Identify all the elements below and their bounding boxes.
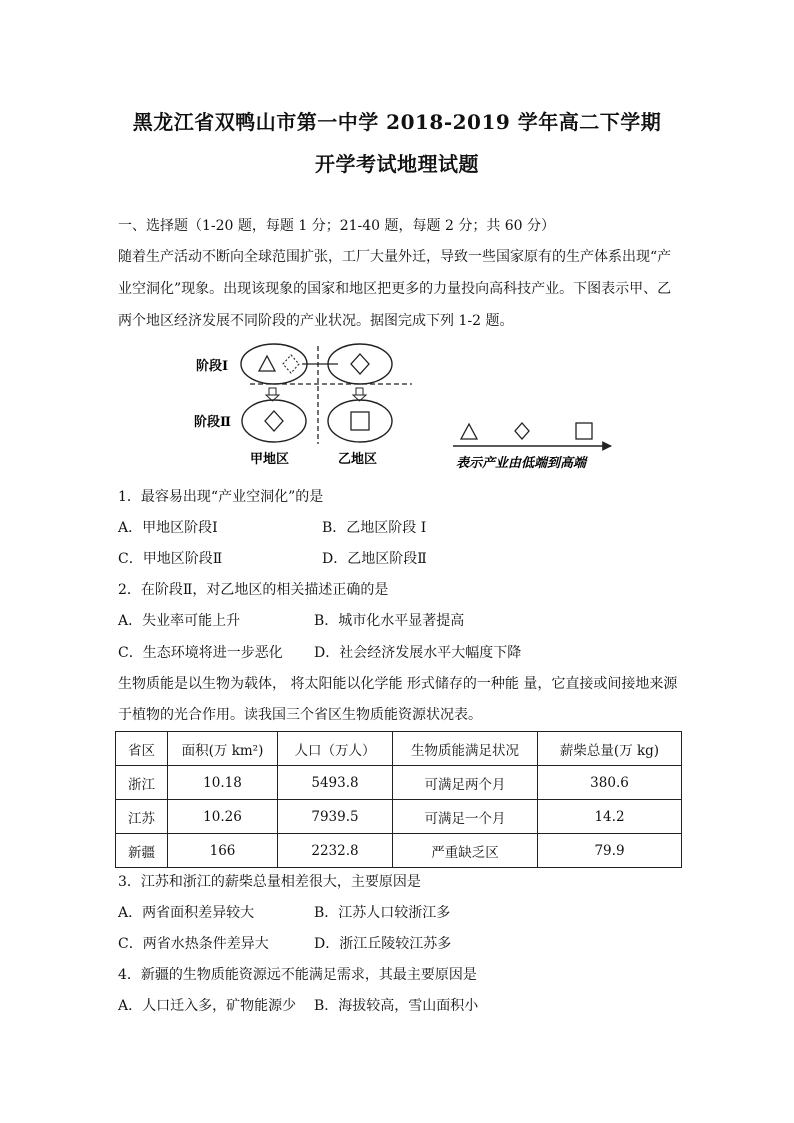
diamond-icon bbox=[265, 411, 283, 431]
q3-option-d: D．浙江丘陵较江苏多 bbox=[314, 936, 452, 952]
intro-paragraph-line: 随着生产活动不断向全球范围扩张，工厂大量外迁，导致一些国家原有的生产体系出现“产 bbox=[118, 249, 672, 265]
jia-stage2-ellipse bbox=[242, 400, 306, 442]
table-cell: 浙江 bbox=[116, 766, 168, 800]
yi-stage2-ellipse bbox=[328, 400, 392, 442]
triangle-icon bbox=[259, 356, 275, 371]
jia-stage1-ellipse bbox=[241, 344, 307, 384]
biomass-intro-line: 于植物的光合作用。读我国三个省区生物质能资源状况表。 bbox=[118, 707, 482, 723]
question-3-stem: 3．江苏和浙江的薪柴总量相差很大，主要原因是 bbox=[118, 874, 421, 890]
table-cell: 可满足一个月 bbox=[393, 800, 538, 834]
question-4-stem: 4．新疆的生物质能资源远不能满足需求，其最主要原因是 bbox=[118, 967, 477, 983]
dashed-diamond-icon bbox=[283, 355, 299, 373]
q2-option-a: A．失业率可能上升 bbox=[118, 613, 241, 629]
table-cell: 166 bbox=[168, 834, 278, 868]
q4-option-a: A．人口迁入多，矿物能源少 bbox=[118, 998, 297, 1014]
table-row bbox=[116, 800, 682, 834]
table-cell: 5493.8 bbox=[278, 766, 393, 800]
q1-option-d: D．乙地区阶段Ⅱ bbox=[322, 551, 427, 567]
square-icon bbox=[576, 423, 592, 439]
q1-option-a: A．甲地区阶段Ⅰ bbox=[118, 520, 218, 536]
q3-option-b: B．江苏人口较浙江多 bbox=[314, 905, 451, 921]
section-heading: 一、选择题（1-20 题，每题 1 分；21-40 题，每题 2 分；共 60 分） bbox=[118, 218, 556, 234]
question-1-stem: 1．最容易出现“产业空洞化”的是 bbox=[118, 489, 324, 505]
table-header-row bbox=[116, 732, 682, 766]
exam-title-line2: 开学考试地理试题 bbox=[315, 152, 479, 176]
q2-option-b: B．城市化水平显著提高 bbox=[314, 613, 465, 629]
q3-option-c: C．两省水热条件差异大 bbox=[118, 936, 269, 952]
q4-option-b: B．海拔较高，雪山面积小 bbox=[314, 998, 479, 1014]
down-arrow-icon bbox=[353, 388, 366, 401]
table-header-cell: 面积(万 km²) bbox=[168, 732, 278, 766]
square-icon bbox=[351, 412, 369, 430]
triangle-icon bbox=[461, 424, 477, 439]
table-cell: 新疆 bbox=[116, 834, 168, 868]
table-cell: 380.6 bbox=[538, 766, 682, 800]
table-row bbox=[116, 834, 682, 868]
stage1-label: 阶段Ⅰ bbox=[196, 359, 229, 374]
table-header-cell: 薪柴总量(万 kg) bbox=[538, 732, 682, 766]
exam-title-line1: 黑龙江省双鸭山市第一中学 2018-2019 学年高二下学期 bbox=[132, 110, 662, 134]
legend-caption: 表示产业由低端到高端 bbox=[456, 456, 587, 471]
table-cell: 10.26 bbox=[168, 800, 278, 834]
table-cell: 14.2 bbox=[538, 800, 682, 834]
intro-paragraph-line: 业空洞化”现象。出现该现象的国家和地区把更多的力量投向高科技产业。下图表示甲、乙 bbox=[118, 281, 672, 297]
q1-option-b: B．乙地区阶段 I bbox=[322, 520, 427, 536]
table-cell: 江苏 bbox=[116, 800, 168, 834]
question-2-stem: 2．在阶段Ⅱ，对乙地区的相关描述正确的是 bbox=[118, 582, 389, 598]
table-header-cell: 生物质能满足状况 bbox=[393, 732, 538, 766]
down-arrow-icon bbox=[266, 388, 279, 401]
region-jia-label: 甲地区 bbox=[250, 452, 290, 467]
biomass-intro-line: 生物质能是以生物为载体， 将太阳能以化学能 形式储存的一种能 量，它直接或间接地来源 bbox=[118, 676, 678, 692]
table-cell: 严重缺乏区 bbox=[393, 834, 538, 868]
table-cell: 2232.8 bbox=[278, 834, 393, 868]
region-yi-label: 乙地区 bbox=[338, 452, 378, 467]
diamond-icon bbox=[351, 354, 369, 374]
table-header-cell: 省区 bbox=[116, 732, 168, 766]
table-cell: 10.18 bbox=[168, 766, 278, 800]
table-header-cell: 人口（万人） bbox=[278, 732, 393, 766]
q2-option-d: D．社会经济发展水平大幅度下降 bbox=[314, 645, 522, 661]
q1-option-c: C．甲地区阶段Ⅱ bbox=[118, 551, 223, 567]
biomass-resource-table bbox=[115, 731, 682, 868]
industry-stage-diagram bbox=[190, 340, 620, 475]
intro-paragraph-line: 两个地区经济发展不同阶段的产业状况。据图完成下列 1-2 题。 bbox=[118, 313, 514, 329]
diamond-icon bbox=[515, 423, 529, 439]
table-row bbox=[116, 766, 682, 800]
stage2-label: 阶段Ⅱ bbox=[194, 415, 231, 430]
q2-option-c: C．生态环境将进一步恶化 bbox=[118, 645, 283, 661]
table-cell: 79.9 bbox=[538, 834, 682, 868]
q3-option-a: A．两省面积差异较大 bbox=[118, 905, 255, 921]
table-cell: 7939.5 bbox=[278, 800, 393, 834]
table-cell: 可满足两个月 bbox=[393, 766, 538, 800]
